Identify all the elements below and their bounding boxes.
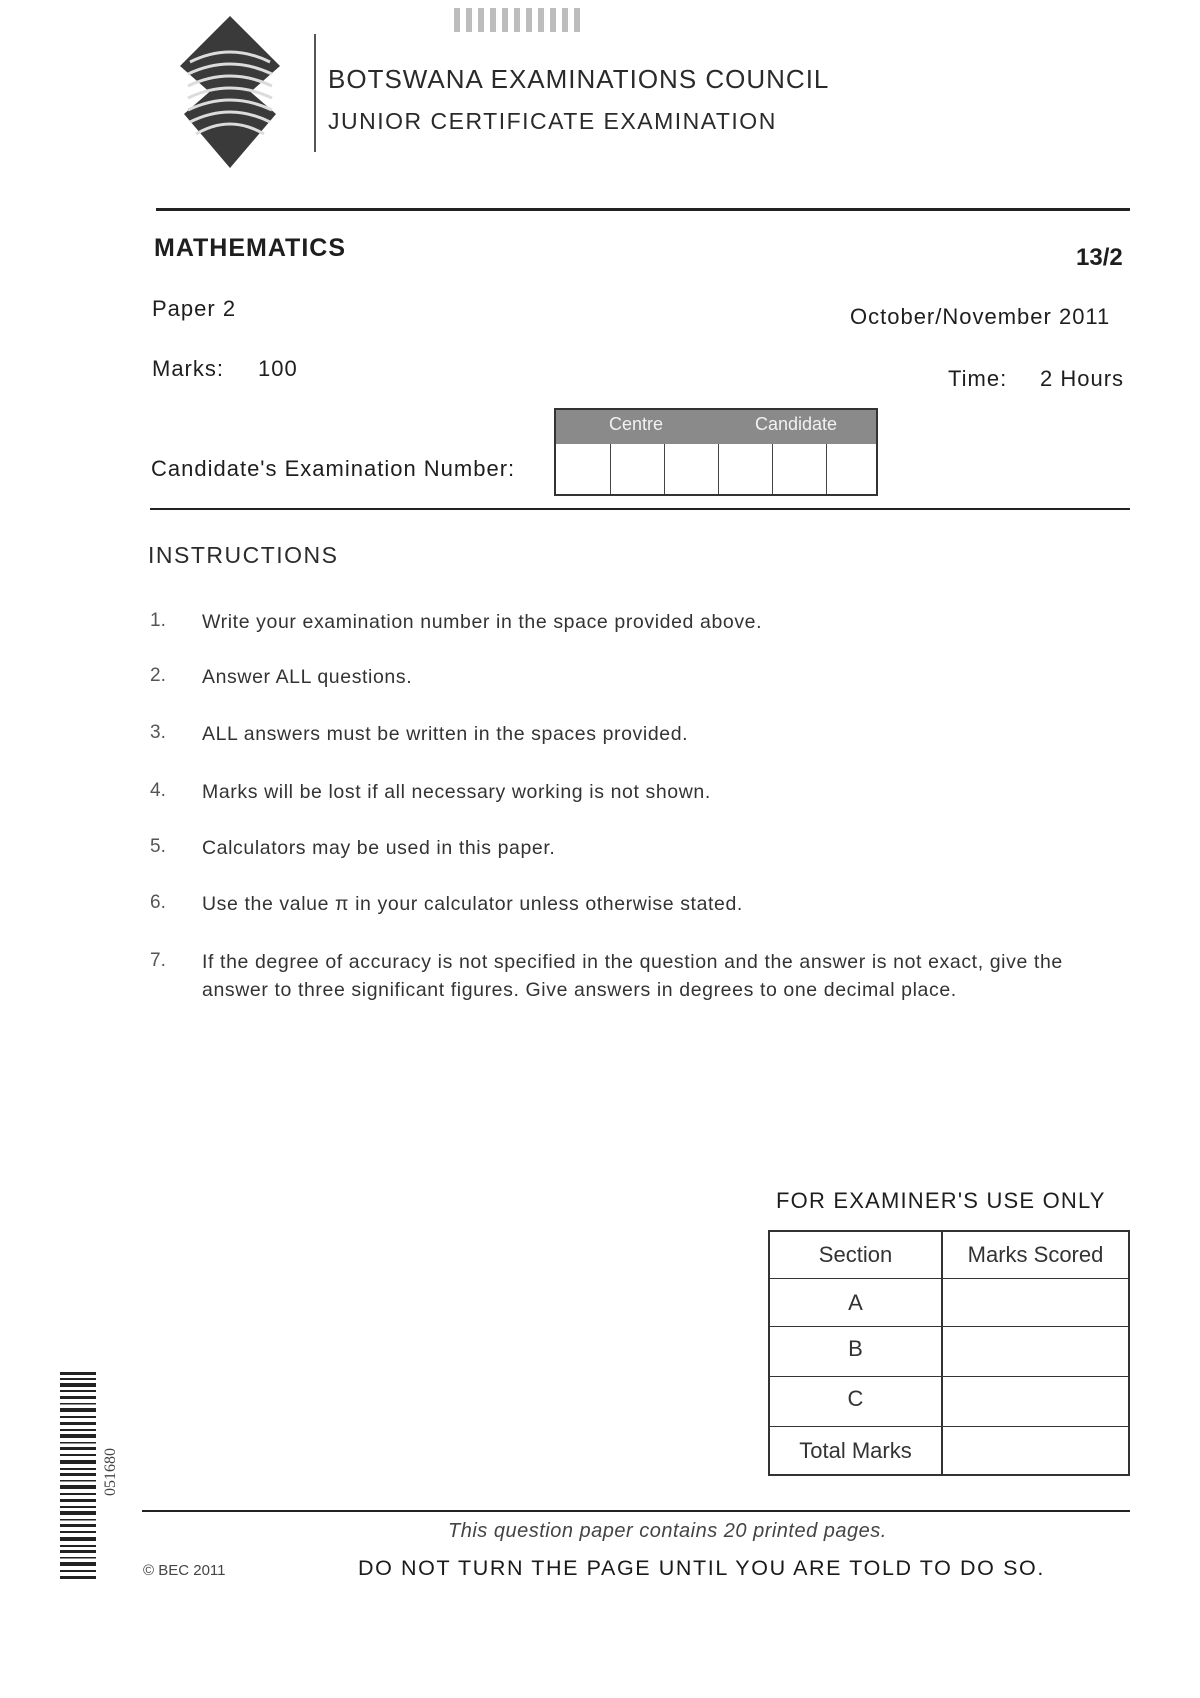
instruction-number: 2. — [150, 665, 166, 686]
instruction-number: 1. — [150, 610, 166, 631]
instruction-text: If the degree of accuracy is not specified in the question and the answer is not exact, give the answer to three significant figures. Give answers in degrees to one decimal place. — [202, 951, 1063, 1001]
instruction-text: Calculators may be used in this paper. — [202, 837, 556, 859]
paper-code: 13/2 — [1076, 244, 1123, 271]
barcode-number: 051680 — [102, 1448, 119, 1496]
table-row — [770, 1326, 1128, 1327]
time-label: Time: — [948, 366, 1008, 391]
top-rule — [156, 208, 1130, 211]
candidate-digit-box[interactable] — [610, 444, 665, 494]
section-b: B — [848, 1336, 863, 1361]
candidate-digit-box[interactable] — [772, 444, 827, 494]
candidate-number-grid — [554, 408, 878, 496]
candidate-digit-box[interactable] — [826, 444, 877, 494]
candidate-grid-header — [556, 410, 876, 444]
subject-title: MATHEMATICS — [154, 234, 346, 262]
candidate-header: Candidate — [754, 414, 838, 434]
time-value: 2 Hours — [1040, 366, 1125, 391]
bottom-rule — [142, 1510, 1130, 1512]
council-name: BOTSWANA EXAMINATIONS COUNCIL — [328, 64, 830, 94]
instruction-text: Write your examination number in the space provided above. — [202, 611, 763, 633]
candidate-digit-box[interactable] — [556, 444, 610, 494]
exam-name: JUNIOR CERTIFICATE EXAMINATION — [328, 108, 777, 134]
exam-session: October/November 2011 — [850, 304, 1111, 329]
candidate-digit-box[interactable] — [664, 444, 719, 494]
instruction-number: 4. — [150, 780, 166, 801]
instruction-text: Use the value π in your calculator unless otherwise stated. — [202, 893, 743, 915]
instructions-title: INSTRUCTIONS — [148, 542, 339, 568]
table-row — [770, 1278, 1128, 1279]
table-row — [770, 1376, 1128, 1377]
serial-stamp — [452, 6, 586, 36]
instruction-number: 3. — [150, 722, 166, 743]
instruction-number: 7. — [150, 950, 166, 971]
paper-number: Paper 2 — [152, 296, 237, 321]
table-row — [770, 1426, 1128, 1427]
marks-scored-header: Marks Scored — [967, 1242, 1104, 1267]
do-not-turn-warning: DO NOT TURN THE PAGE UNTIL YOU ARE TOLD TO DO SO. — [358, 1556, 1045, 1580]
candidate-digit-box[interactable] — [718, 444, 773, 494]
section-header: Section — [818, 1242, 893, 1267]
instruction-text: Answer ALL questions. — [202, 666, 413, 688]
mid-rule — [150, 508, 1130, 510]
copyright: © BEC 2011 — [143, 1562, 226, 1579]
header-divider — [314, 34, 316, 152]
pages-note: This question paper contains 20 printed pages. — [448, 1520, 887, 1542]
instruction-text: ALL answers must be written in the spaces provided. — [202, 723, 689, 745]
marks-value: 100 — [258, 356, 298, 381]
centre-header: Centre — [608, 414, 664, 434]
section-a: A — [848, 1290, 863, 1315]
marks-label: Marks: — [152, 356, 224, 381]
table-divider — [941, 1232, 943, 1474]
examiner-use-title: FOR EXAMINER'S USE ONLY — [776, 1188, 1106, 1213]
total-marks: Total Marks — [799, 1438, 912, 1463]
barcode — [58, 1372, 98, 1582]
examiner-marks-table — [768, 1230, 1130, 1476]
candidate-number-label: Candidate's Examination Number: — [151, 456, 516, 481]
bec-logo — [176, 14, 284, 170]
instruction-number: 5. — [150, 836, 166, 857]
section-c: C — [847, 1386, 864, 1411]
instruction-number: 6. — [150, 892, 166, 913]
instruction-text: Marks will be lost if all necessary working is not shown. — [202, 781, 711, 803]
